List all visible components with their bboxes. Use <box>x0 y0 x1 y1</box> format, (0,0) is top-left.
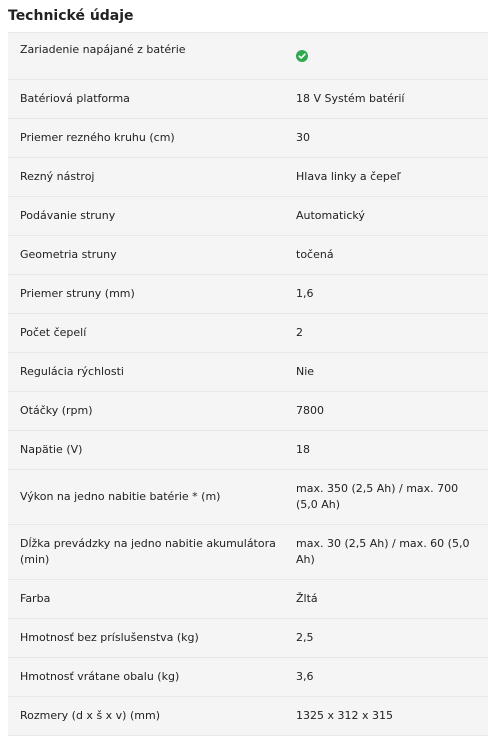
spec-label: Výkon na jedno nabitie batérie * (m) <box>20 490 221 503</box>
spec-value: Hlava linky a čepeľ <box>296 170 401 183</box>
spec-label: Rozmery (d x š x v) (mm) <box>20 709 160 722</box>
spec-label: Podávanie struny <box>20 209 116 222</box>
spec-row <box>8 158 488 197</box>
spec-row <box>8 80 488 119</box>
check-circle-icon <box>296 50 308 62</box>
spec-row <box>8 275 488 314</box>
spec-label: Napätie (V) <box>20 443 83 456</box>
spec-label: Dĺžka prevádzky na jedno nabitie akumulátora (min) <box>20 537 276 566</box>
spec-row <box>8 392 488 431</box>
spec-row <box>8 431 488 470</box>
spec-value: 2,5 <box>296 631 314 644</box>
spec-value: točená <box>296 248 334 261</box>
spec-value: max. 350 (2,5 Ah) / max. 700 (5,0 Ah) <box>296 482 459 511</box>
spec-value: 30 <box>296 131 310 144</box>
spec-label: Priemer struny (mm) <box>20 287 135 300</box>
spec-label: Počet čepelí <box>20 326 87 339</box>
spec-label: Otáčky (rpm) <box>20 404 93 417</box>
spec-label: Batériová platforma <box>20 92 130 105</box>
spec-row <box>8 197 488 236</box>
spec-row <box>8 314 488 353</box>
spec-row <box>8 119 488 158</box>
spec-value: 1,6 <box>296 287 314 300</box>
spec-row <box>8 236 488 275</box>
spec-row <box>8 353 488 392</box>
spec-label: Hmotnosť bez príslušenstva (kg) <box>20 631 199 644</box>
section-title: Technické údaje <box>8 8 134 24</box>
spec-label: Priemer rezného kruhu (cm) <box>20 131 175 144</box>
spec-row <box>8 658 488 697</box>
spec-value: 1325 x 312 x 315 <box>296 709 393 722</box>
spec-row <box>8 619 488 658</box>
spec-value: 2 <box>296 326 303 339</box>
spec-row <box>8 580 488 619</box>
spec-value: 18 V Systém batérií <box>296 92 405 105</box>
spec-value <box>284 33 488 79</box>
spec-label: Zariadenie napájané z batérie <box>20 43 186 56</box>
spec-value: 18 <box>296 443 310 456</box>
spec-label: Hmotnosť vrátane obalu (kg) <box>20 670 180 683</box>
spec-row <box>8 470 488 525</box>
spec-row <box>8 525 488 580</box>
spec-label: Farba <box>20 592 51 605</box>
specs-table <box>8 32 488 736</box>
spec-value: Žltá <box>296 592 318 605</box>
spec-row <box>8 697 488 736</box>
spec-value: Automatický <box>296 209 365 222</box>
spec-value: 7800 <box>296 404 324 417</box>
spec-label: Rezný nástroj <box>20 170 95 183</box>
spec-value: Nie <box>296 365 315 378</box>
spec-label: Regulácia rýchlosti <box>20 365 124 378</box>
spec-value: 3,6 <box>296 670 314 683</box>
spec-label: Geometria struny <box>20 248 117 261</box>
spec-row <box>8 33 488 80</box>
spec-value: max. 30 (2,5 Ah) / max. 60 (5,0 Ah) <box>296 537 470 566</box>
